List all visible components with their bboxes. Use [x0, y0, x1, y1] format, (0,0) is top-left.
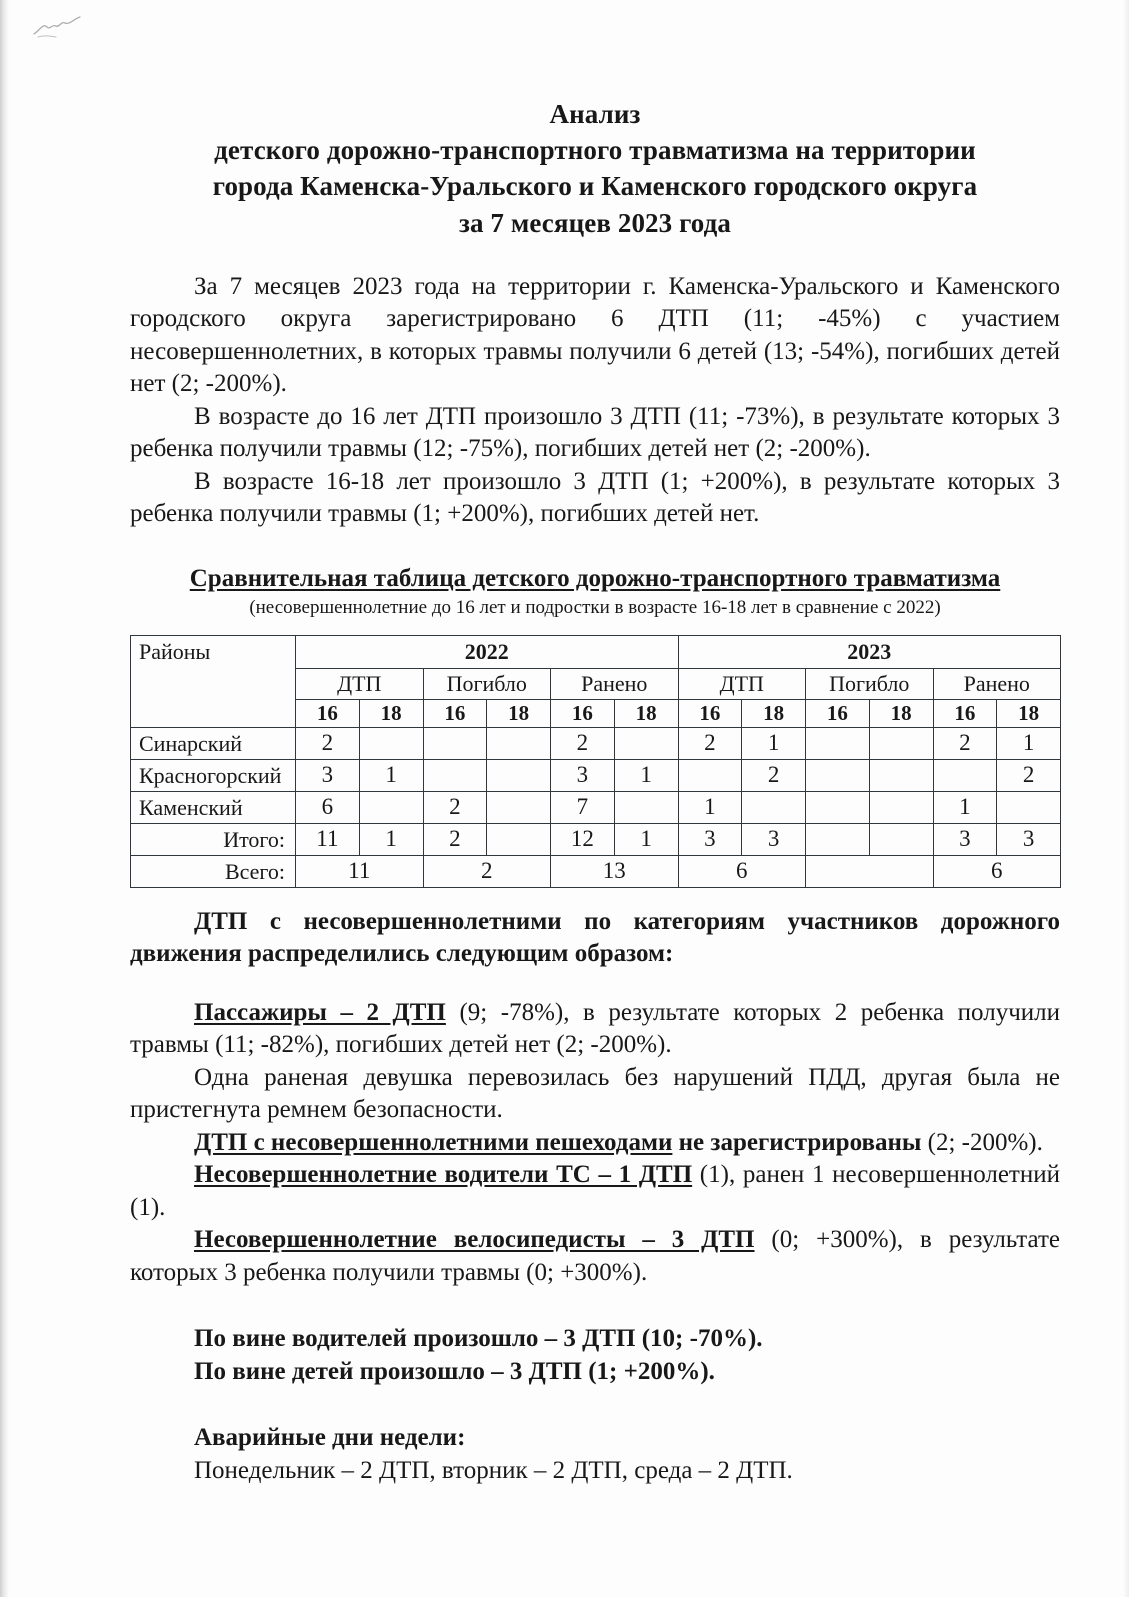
table-row-label: Красногорский — [131, 759, 296, 791]
table-row — [131, 727, 1061, 759]
table-age-header: 18 — [359, 699, 423, 727]
table-cell — [487, 727, 551, 759]
table-cell — [869, 727, 933, 759]
table-cell — [614, 791, 678, 823]
table-age-header: 18 — [997, 699, 1061, 727]
weekday-text: Понедельник – 2 ДТП, вторник – 2 ДТП, среда – 2 ДТП. — [194, 1456, 793, 1484]
table-cell: 1 — [742, 727, 806, 759]
table-total-cell: 3 — [678, 823, 742, 855]
table-total-cell — [869, 823, 933, 855]
table-cell: 1 — [933, 791, 997, 823]
table-total-cell: 3 — [997, 823, 1061, 855]
table-cell — [678, 759, 742, 791]
table-cell — [806, 759, 870, 791]
table-cell: 3 — [296, 759, 360, 791]
table-cell — [487, 759, 551, 791]
table-age-header: 18 — [869, 699, 933, 727]
table-age-header: 18 — [742, 699, 806, 727]
table-age-header: 16 — [933, 699, 997, 727]
table-grand-cell: 2 — [423, 855, 551, 887]
passenger-detail-paragraph: Одна раненая девушка перевозилась без нарушений ПДД, другая была не пристегнута ремнем безопасности. — [130, 1063, 1060, 1124]
pedestrians-paragraph — [130, 1127, 1060, 1160]
table-total-label: Итого: — [131, 823, 296, 855]
table-cell — [997, 791, 1061, 823]
table-total-cell: 3 — [933, 823, 997, 855]
table-cell — [933, 759, 997, 791]
table-cell — [869, 791, 933, 823]
table-total-row — [131, 823, 1061, 855]
table-age-header: 16 — [806, 699, 870, 727]
handwritten-mark-icon — [30, 14, 90, 42]
table-cell — [359, 727, 423, 759]
table-cell: 1 — [997, 727, 1061, 759]
cyclists-label: Несовершеннолетние велосипедисты – 3 ДТП — [194, 1226, 755, 1254]
table-total-cell — [806, 823, 870, 855]
table-cat-2023-injured: Ранено — [933, 668, 1061, 699]
table-cell: 2 — [742, 759, 806, 791]
minor-drivers-label: Несовершеннолетние водители ТС – 1 ДТП — [194, 1161, 693, 1189]
table-cell: 2 — [933, 727, 997, 759]
table-total-cell: 3 — [742, 823, 806, 855]
table-cat-2023-killed: Погибло — [806, 668, 934, 699]
table-total-cell: 1 — [614, 823, 678, 855]
table-year-2023: 2023 — [678, 635, 1061, 668]
document-content — [130, 96, 1060, 1487]
table-cell: 2 — [551, 727, 615, 759]
table-heading-main: Сравнительная таблица детского дорожно-транспортного травматизма — [189, 564, 1001, 592]
table-grand-cell: 13 — [551, 855, 679, 887]
table-age-header: 18 — [614, 699, 678, 727]
fault-children-line: По вине детей произошло – 3 ДТП (1; +200%). — [194, 1357, 715, 1385]
cyclists-paragraph — [130, 1224, 1060, 1289]
cyclists-text: (0; +300%), в результате которых 3 ребенка получили травмы (0; +300%). — [130, 1226, 1061, 1286]
fault-spacer — [130, 1289, 1060, 1323]
table-total-cell: 1 — [359, 823, 423, 855]
table-age-header: 16 — [296, 699, 360, 727]
table-age-header: 16 — [678, 699, 742, 727]
table-row — [131, 791, 1061, 823]
table-cell: 1 — [614, 759, 678, 791]
table-cell: 1 — [678, 791, 742, 823]
table-cell: 2 — [296, 727, 360, 759]
title-line-2: детского дорожно-транспортного травматизма на территории — [214, 135, 976, 166]
table-grand-total-row — [131, 855, 1061, 887]
title-spacer — [130, 241, 1060, 271]
comparison-table — [130, 635, 1061, 888]
weekday-heading: Аварийные дни недели: — [194, 1424, 466, 1452]
table-total-cell: 12 — [551, 823, 615, 855]
table-cat-2023-dtp: ДТП — [678, 668, 806, 699]
table-cell: 6 — [296, 791, 360, 823]
table-cell — [614, 727, 678, 759]
table-cell: 1 — [359, 759, 423, 791]
table-cat-2022-killed: Погибло — [423, 668, 551, 699]
table-header-row-years — [131, 635, 1061, 668]
table-cell: 3 — [551, 759, 615, 791]
table-corner-label: Районы — [131, 635, 296, 727]
table-cell — [359, 791, 423, 823]
table-row-label: Каменский — [131, 791, 296, 823]
passengers-label: Пассажиры – 2 ДТП — [194, 998, 446, 1026]
table-cell: 2 — [678, 727, 742, 759]
title-line-3: города Каменска-Уральского и Каменского городского округа — [212, 171, 978, 202]
table-cell — [806, 727, 870, 759]
passengers-text: (9; -78%), в результате которых 2 ребенка получили травмы (11; -82%), погибших детей нет (2; -200%). — [130, 998, 1060, 1059]
pedestrians-text: (2; -200%). — [921, 1128, 1043, 1156]
title-line-4: за 7 месяцев 2023 года — [459, 207, 731, 238]
table-age-header: 18 — [487, 699, 551, 727]
table-cell — [423, 727, 487, 759]
intro-paragraph-2: В возрасте до 16 лет ДТП произошло 3 ДТП (11; -73%), в результате которых 3 ребенка получили травмы (12; -75%), погибших детей нет (2; -200%). — [130, 402, 1060, 463]
table-row-label: Синарский — [131, 727, 296, 759]
intro-paragraph-1: За 7 месяцев 2023 года на территории г. Каменска-Уральского и Каменского городского округа зарегистрировано 6 ДТП (11; -45%) с участием несовершеннолетних, в которых травмы получили 6 детей (13; -54%), погибших детей нет (2; -200%). — [130, 272, 1060, 398]
table-cell: 2 — [997, 759, 1061, 791]
table-grand-total-label: Всего: — [131, 855, 296, 887]
table-total-cell: 11 — [296, 823, 360, 855]
table-heading-sub: (несовершеннолетние до 16 лет и подростки в возрасте 16-18 лет в сравнение с 2022) — [249, 596, 941, 618]
table-total-cell: 2 — [423, 823, 487, 855]
table-row — [131, 759, 1061, 791]
table-age-header: 16 — [551, 699, 615, 727]
block-spacer — [130, 971, 1060, 997]
table-cell — [806, 791, 870, 823]
table-total-cell — [487, 823, 551, 855]
table-grand-cell: 6 — [933, 855, 1061, 887]
minor-drivers-text: (1), ранен 1 несовершеннолетний (1). — [130, 1161, 1060, 1221]
table-cat-2022-dtp: ДТП — [296, 668, 424, 699]
minor-drivers-paragraph — [130, 1159, 1060, 1224]
page-title — [130, 96, 1060, 241]
fault-drivers-line: По вине водителей произошло – 3 ДТП (10; -70%). — [194, 1325, 763, 1353]
table-year-2022: 2022 — [296, 635, 679, 668]
table-cell — [487, 791, 551, 823]
table-cell: 7 — [551, 791, 615, 823]
pedestrians-bold-tail: не зарегистрированы — [672, 1128, 922, 1156]
pedestrians-label: ДТП с несовершеннолетними пешеходами — [194, 1128, 673, 1156]
table-section-heading — [130, 565, 1060, 619]
intro-paragraph-3: В возрасте 16-18 лет произошло 3 ДТП (1; +200%), в результате которых 3 ребенка получили травмы (1; +200%), погибших детей нет. — [130, 467, 1060, 528]
weekday-spacer — [130, 1388, 1060, 1422]
table-cell — [423, 759, 487, 791]
title-line-1: Анализ — [549, 99, 641, 129]
table-cell — [869, 759, 933, 791]
table-grand-cell: 11 — [296, 855, 424, 887]
categories-lead-paragraph: ДТП с несовершеннолетними по категориям участников дорожного движения распределились следующим образом: — [130, 907, 1060, 968]
table-cell — [742, 791, 806, 823]
table-age-header: 16 — [423, 699, 487, 727]
table-grand-cell — [806, 855, 934, 887]
table-cell: 2 — [423, 791, 487, 823]
table-cat-2022-injured: Ранено — [551, 668, 679, 699]
passengers-paragraph — [130, 997, 1060, 1062]
table-grand-cell: 6 — [678, 855, 806, 887]
